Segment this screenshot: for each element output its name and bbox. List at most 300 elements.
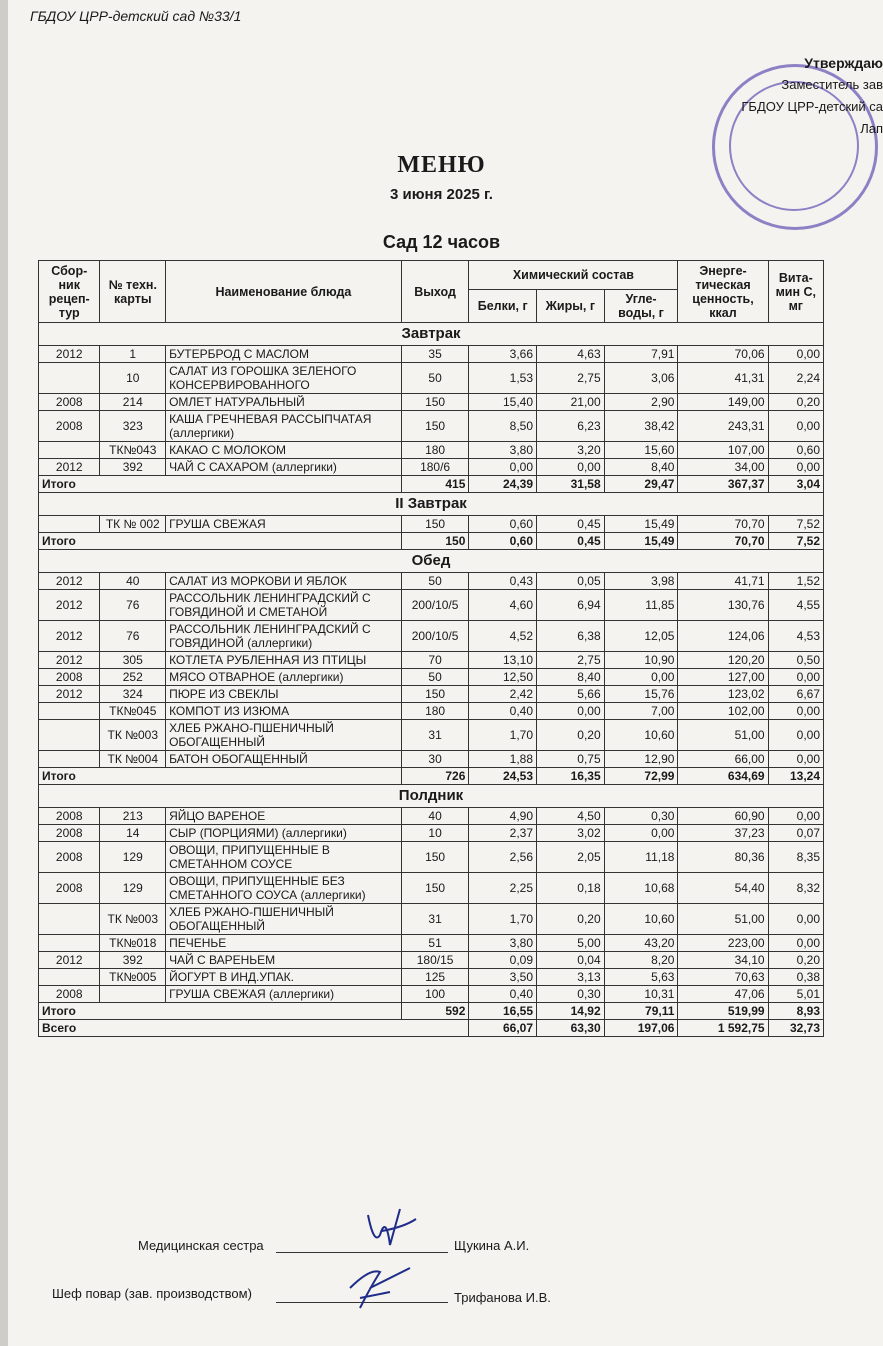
collection-cell: 2012 [39,652,100,669]
collection-cell: 2012 [39,346,100,363]
section-second-breakfast: II Завтрак [39,493,824,516]
dish-name-cell: ПЮРЕ ИЗ СВЕКЛЫ [166,686,402,703]
carbs-cell: 38,42 [604,411,678,442]
portion-cell: 70 [401,652,469,669]
collection-cell: 2008 [39,842,100,873]
header-portion: Выход [401,261,469,323]
carbs-cell: 0,00 [604,669,678,686]
vitamin-cell: 0,60 [768,442,823,459]
table-row [39,969,824,986]
table-row [39,703,824,720]
table-row [39,935,824,952]
protein-cell: 3,50 [469,969,537,986]
protein-cell: 1,88 [469,751,537,768]
vitamin-cell: 0,07 [768,825,823,842]
fat-cell: 0,18 [537,873,605,904]
protein-cell: 8,50 [469,411,537,442]
collection-cell [39,751,100,768]
group-name: Сад 12 часов [382,232,501,252]
fat-cell: 3,20 [537,442,605,459]
energy-cell: 149,00 [678,394,768,411]
grand-total-protein-cell: 66,07 [469,1020,537,1037]
carbs-cell: 5,63 [604,969,678,986]
header-energy: Энерге-тическая ценность, ккал [678,261,768,323]
portion-cell: 31 [401,904,469,935]
fat-cell: 21,00 [537,394,605,411]
total-energy-cell: 70,70 [678,533,768,550]
dish-name-cell: САЛАТ ИЗ МОРКОВИ И ЯБЛОК [166,573,402,590]
total-label: Итого [39,533,402,550]
portion-cell: 50 [401,669,469,686]
grand-total-fat-cell: 63,30 [537,1020,605,1037]
chef-signature [340,1258,420,1318]
total-carbs-cell: 15,49 [604,533,678,550]
total-energy-cell: 367,37 [678,476,768,493]
dish-name-cell: КАША ГРЕЧНЕВАЯ РАССЫПЧАТАЯ (аллергики) [166,411,402,442]
portion-cell: 180 [401,442,469,459]
header-protein: Белки, г [469,290,537,323]
protein-cell: 1,70 [469,904,537,935]
total-vitamin-cell: 8,93 [768,1003,823,1020]
collection-cell: 2012 [39,686,100,703]
table-row [39,720,824,751]
dish-name-cell: КОТЛЕТА РУБЛЕННАЯ ИЗ ПТИЦЫ [166,652,402,669]
protein-cell: 0,43 [469,573,537,590]
energy-cell: 70,06 [678,346,768,363]
carbs-cell: 15,76 [604,686,678,703]
carbs-cell: 0,30 [604,808,678,825]
tech-card-cell: ТК №003 [100,904,166,935]
tech-card-cell: 392 [100,459,166,476]
fat-cell: 5,00 [537,935,605,952]
fat-cell: 0,30 [537,986,605,1003]
carbs-cell: 10,60 [604,904,678,935]
grand-total-row [39,1020,824,1037]
total-label: Итого [39,1003,402,1020]
collection-cell: 2012 [39,459,100,476]
protein-cell: 2,37 [469,825,537,842]
energy-cell: 223,00 [678,935,768,952]
energy-cell: 51,00 [678,720,768,751]
dish-name-cell: ЧАЙ С САХАРОМ (аллергики) [166,459,402,476]
carbs-cell: 12,05 [604,621,678,652]
total-fat-cell: 14,92 [537,1003,605,1020]
carbs-cell: 10,90 [604,652,678,669]
table-row [39,394,824,411]
collection-cell: 2008 [39,669,100,686]
fat-cell: 2,75 [537,652,605,669]
carbs-cell: 11,85 [604,590,678,621]
protein-cell: 0,09 [469,952,537,969]
total-row [39,476,824,493]
vitamin-cell: 0,38 [768,969,823,986]
vitamin-cell: 0,00 [768,904,823,935]
table-row [39,669,824,686]
dish-name-cell: ЯЙЦО ВАРЕНОЕ [166,808,402,825]
vitamin-cell: 8,35 [768,842,823,873]
protein-cell: 4,60 [469,590,537,621]
chef-role: Шеф повар (зав. производством) [52,1286,252,1301]
approval-line-2: ГБДОУ ЦРР-детский са [741,99,883,114]
energy-cell: 70,63 [678,969,768,986]
tech-card-cell: 214 [100,394,166,411]
protein-cell: 13,10 [469,652,537,669]
fat-cell: 0,20 [537,720,605,751]
table-row [39,652,824,669]
protein-cell: 4,90 [469,808,537,825]
energy-cell: 243,31 [678,411,768,442]
energy-cell: 66,00 [678,751,768,768]
fat-cell: 6,38 [537,621,605,652]
dish-name-cell: ХЛЕБ РЖАНО-ПШЕНИЧНЫЙ ОБОГАЩЕННЫЙ [166,904,402,935]
total-carbs-cell: 72,99 [604,768,678,785]
tech-card-cell: ТК№018 [100,935,166,952]
carbs-cell: 8,40 [604,459,678,476]
tech-card-cell: 252 [100,669,166,686]
table-row [39,873,824,904]
carbs-cell: 15,49 [604,516,678,533]
vitamin-cell: 0,00 [768,411,823,442]
portion-cell: 150 [401,686,469,703]
table-row [39,986,824,1003]
dish-name-cell: ОВОЩИ, ПРИПУЩЕННЫЕ В СМЕТАННОМ СОУСЕ [166,842,402,873]
protein-cell: 0,40 [469,986,537,1003]
carbs-cell: 8,20 [604,952,678,969]
approval-title: Утверждаю [804,55,883,71]
fat-cell: 0,04 [537,952,605,969]
tech-card-cell: 129 [100,842,166,873]
dish-name-cell: БУТЕРБРОД С МАСЛОМ [166,346,402,363]
vitamin-cell: 0,00 [768,808,823,825]
collection-cell [39,516,100,533]
fat-cell: 2,05 [537,842,605,873]
portion-cell: 200/10/5 [401,590,469,621]
tech-card-cell [100,986,166,1003]
tech-card-cell: 76 [100,590,166,621]
total-energy-cell: 634,69 [678,768,768,785]
table-row [39,346,824,363]
portion-cell: 100 [401,986,469,1003]
header-fat: Жиры, г [537,290,605,323]
total-portion-cell: 592 [401,1003,469,1020]
portion-cell: 150 [401,394,469,411]
fat-cell: 3,02 [537,825,605,842]
nurse-role: Медицинская сестра [138,1238,264,1253]
fat-cell: 5,66 [537,686,605,703]
portion-cell: 50 [401,573,469,590]
menu-date: 3 июня 2025 г. [390,186,493,203]
energy-cell: 80,36 [678,842,768,873]
energy-cell: 102,00 [678,703,768,720]
collection-cell: 2012 [39,573,100,590]
dish-name-cell: САЛАТ ИЗ ГОРОШКА ЗЕЛЕНОГО КОНСЕРВИРОВАННОГО [166,363,402,394]
total-row [39,1003,824,1020]
table-row [39,621,824,652]
total-carbs-cell: 79,11 [604,1003,678,1020]
collection-cell: 2008 [39,986,100,1003]
grand-total-vitamin-cell: 32,73 [768,1020,823,1037]
tech-card-cell: ТК№045 [100,703,166,720]
protein-cell: 12,50 [469,669,537,686]
total-protein-cell: 16,55 [469,1003,537,1020]
fat-cell: 8,40 [537,669,605,686]
tech-card-cell: ТК№043 [100,442,166,459]
table-row [39,411,824,442]
total-vitamin-cell: 13,24 [768,768,823,785]
energy-cell: 41,31 [678,363,768,394]
energy-cell: 34,00 [678,459,768,476]
collection-cell [39,703,100,720]
energy-cell: 41,71 [678,573,768,590]
table-row [39,808,824,825]
vitamin-cell: 4,53 [768,621,823,652]
page-title: МЕНЮ [397,152,486,178]
vitamin-cell: 5,01 [768,986,823,1003]
carbs-cell: 10,60 [604,720,678,751]
section-lunch: Обед [39,550,824,573]
portion-cell: 40 [401,808,469,825]
tech-card-cell: 213 [100,808,166,825]
header-collection: Сбор-ник рецеп-тур [39,261,100,323]
total-portion-cell: 726 [401,768,469,785]
dish-name-cell: РАССОЛЬНИК ЛЕНИНГРАДСКИЙ С ГОВЯДИНОЙ И СМЕТАНОЙ [166,590,402,621]
vitamin-cell: 6,67 [768,686,823,703]
org-name: ГБДОУ ЦРР-детский сад №33/1 [30,8,242,24]
dish-name-cell: БАТОН ОБОГАЩЕННЫЙ [166,751,402,768]
total-label: Итого [39,768,402,785]
dish-name-cell: КАКАО С МОЛОКОМ [166,442,402,459]
fat-cell: 3,13 [537,969,605,986]
total-portion-cell: 415 [401,476,469,493]
vitamin-cell: 0,00 [768,669,823,686]
portion-cell: 10 [401,825,469,842]
table-row [39,904,824,935]
portion-cell: 125 [401,969,469,986]
section-snack: Полдник [39,785,824,808]
energy-cell: 47,06 [678,986,768,1003]
tech-card-cell: 14 [100,825,166,842]
tech-card-cell: 40 [100,573,166,590]
vitamin-cell: 0,20 [768,394,823,411]
vitamin-cell: 0,50 [768,652,823,669]
portion-cell: 150 [401,873,469,904]
dish-name-cell: СЫР (ПОРЦИЯМИ) (аллергики) [166,825,402,842]
portion-cell: 200/10/5 [401,621,469,652]
collection-cell: 2008 [39,411,100,442]
energy-cell: 130,76 [678,590,768,621]
collection-cell: 2008 [39,394,100,411]
energy-cell: 54,40 [678,873,768,904]
table-row [39,516,824,533]
total-carbs-cell: 29,47 [604,476,678,493]
total-portion-cell: 150 [401,533,469,550]
dish-name-cell: ОМЛЕТ НАТУРАЛЬНЫЙ [166,394,402,411]
nurse-name: Щукина А.И. [454,1238,530,1253]
dish-name-cell: ПЕЧЕНЬЕ [166,935,402,952]
table-row [39,952,824,969]
carbs-cell: 3,06 [604,363,678,394]
total-row [39,768,824,785]
fat-cell: 0,00 [537,459,605,476]
dish-name-cell: ЙОГУРТ В ИНД.УПАК. [166,969,402,986]
collection-cell: 2012 [39,621,100,652]
portion-cell: 150 [401,516,469,533]
protein-cell: 3,80 [469,442,537,459]
fat-cell: 6,94 [537,590,605,621]
dish-name-cell: ГРУША СВЕЖАЯ [166,516,402,533]
collection-cell [39,935,100,952]
portion-cell: 50 [401,363,469,394]
collection-cell: 2008 [39,873,100,904]
table-row [39,686,824,703]
portion-cell: 180 [401,703,469,720]
protein-cell: 15,40 [469,394,537,411]
total-vitamin-cell: 3,04 [768,476,823,493]
total-fat-cell: 0,45 [537,533,605,550]
energy-cell: 124,06 [678,621,768,652]
fat-cell: 2,75 [537,363,605,394]
tech-card-cell: 129 [100,873,166,904]
header-tech-card: № техн. карты [100,261,166,323]
tech-card-cell: 323 [100,411,166,442]
tech-card-cell: ТК №003 [100,720,166,751]
collection-cell [39,720,100,751]
energy-cell: 107,00 [678,442,768,459]
energy-cell: 51,00 [678,904,768,935]
vitamin-cell: 0,00 [768,935,823,952]
tech-card-cell: ТК № 002 [100,516,166,533]
vitamin-cell: 7,52 [768,516,823,533]
tech-card-cell: 392 [100,952,166,969]
total-fat-cell: 16,35 [537,768,605,785]
header-carbs: Угле-воды, г [604,290,678,323]
carbs-cell: 7,00 [604,703,678,720]
table-row [39,842,824,873]
protein-cell: 4,52 [469,621,537,652]
tech-card-cell: 324 [100,686,166,703]
carbs-cell: 2,90 [604,394,678,411]
energy-cell: 60,90 [678,808,768,825]
tech-card-cell: 305 [100,652,166,669]
table-row [39,825,824,842]
energy-cell: 70,70 [678,516,768,533]
vitamin-cell: 4,55 [768,590,823,621]
total-fat-cell: 31,58 [537,476,605,493]
total-protein-cell: 0,60 [469,533,537,550]
portion-cell: 30 [401,751,469,768]
fat-cell: 4,50 [537,808,605,825]
section-breakfast: Завтрак [39,323,824,346]
fat-cell: 0,00 [537,703,605,720]
table-row [39,442,824,459]
carbs-cell: 10,68 [604,873,678,904]
nurse-signature [360,1205,420,1255]
carbs-cell: 7,91 [604,346,678,363]
tech-card-cell: ТК №004 [100,751,166,768]
fat-cell: 0,75 [537,751,605,768]
grand-total-label: Всего [39,1020,469,1037]
protein-cell: 2,42 [469,686,537,703]
vitamin-cell: 0,20 [768,952,823,969]
protein-cell: 0,40 [469,703,537,720]
table-row [39,363,824,394]
vitamin-cell: 0,00 [768,346,823,363]
dish-name-cell: ХЛЕБ РЖАНО-ПШЕНИЧНЫЙ ОБОГАЩЕННЫЙ [166,720,402,751]
dish-name-cell: МЯСО ОТВАРНОЕ (аллергики) [166,669,402,686]
energy-cell: 34,10 [678,952,768,969]
vitamin-cell: 0,00 [768,459,823,476]
dish-name-cell: ЧАЙ С ВАРЕНЬЕМ [166,952,402,969]
table-row [39,751,824,768]
protein-cell: 0,60 [469,516,537,533]
tech-card-cell: 1 [100,346,166,363]
carbs-cell: 3,98 [604,573,678,590]
vitamin-cell: 0,00 [768,720,823,751]
fat-cell: 4,63 [537,346,605,363]
carbs-cell: 11,18 [604,842,678,873]
protein-cell: 0,00 [469,459,537,476]
protein-cell: 1,53 [469,363,537,394]
protein-cell: 2,56 [469,842,537,873]
header-vitamin: Вита-мин С, мг [768,261,823,323]
collection-cell [39,904,100,935]
carbs-cell: 43,20 [604,935,678,952]
energy-cell: 120,20 [678,652,768,669]
portion-cell: 31 [401,720,469,751]
dish-name-cell: КОМПОТ ИЗ ИЗЮМА [166,703,402,720]
protein-cell: 2,25 [469,873,537,904]
portion-cell: 51 [401,935,469,952]
header-chemical: Химический состав [469,261,678,290]
portion-cell: 180/15 [401,952,469,969]
total-energy-cell: 519,99 [678,1003,768,1020]
grand-total-carbs-cell: 197,06 [604,1020,678,1037]
energy-cell: 37,23 [678,825,768,842]
dish-name-cell: ОВОЩИ, ПРИПУЩЕННЫЕ БЕЗ СМЕТАННОГО СОУСА (аллергики) [166,873,402,904]
tech-card-cell: 10 [100,363,166,394]
table-row [39,590,824,621]
approval-line-3: Лап [860,121,883,136]
collection-cell: 2008 [39,825,100,842]
portion-cell: 150 [401,411,469,442]
collection-cell [39,442,100,459]
total-row [39,533,824,550]
approval-block [683,52,883,140]
portion-cell: 180/6 [401,459,469,476]
collection-cell [39,363,100,394]
carbs-cell: 15,60 [604,442,678,459]
table-row [39,459,824,476]
protein-cell: 3,80 [469,935,537,952]
fat-cell: 0,05 [537,573,605,590]
protein-cell: 3,66 [469,346,537,363]
fat-cell: 6,23 [537,411,605,442]
total-protein-cell: 24,39 [469,476,537,493]
approval-line-1: Заместитель зав [781,77,883,92]
vitamin-cell: 0,00 [768,703,823,720]
tech-card-cell: 76 [100,621,166,652]
collection-cell: 2012 [39,952,100,969]
energy-cell: 123,02 [678,686,768,703]
portion-cell: 150 [401,842,469,873]
dish-name-cell: ГРУША СВЕЖАЯ (аллергики) [166,986,402,1003]
protein-cell: 1,70 [469,720,537,751]
collection-cell [39,969,100,986]
portion-cell: 35 [401,346,469,363]
collection-cell: 2012 [39,590,100,621]
total-vitamin-cell: 7,52 [768,533,823,550]
tech-card-cell: ТК№005 [100,969,166,986]
